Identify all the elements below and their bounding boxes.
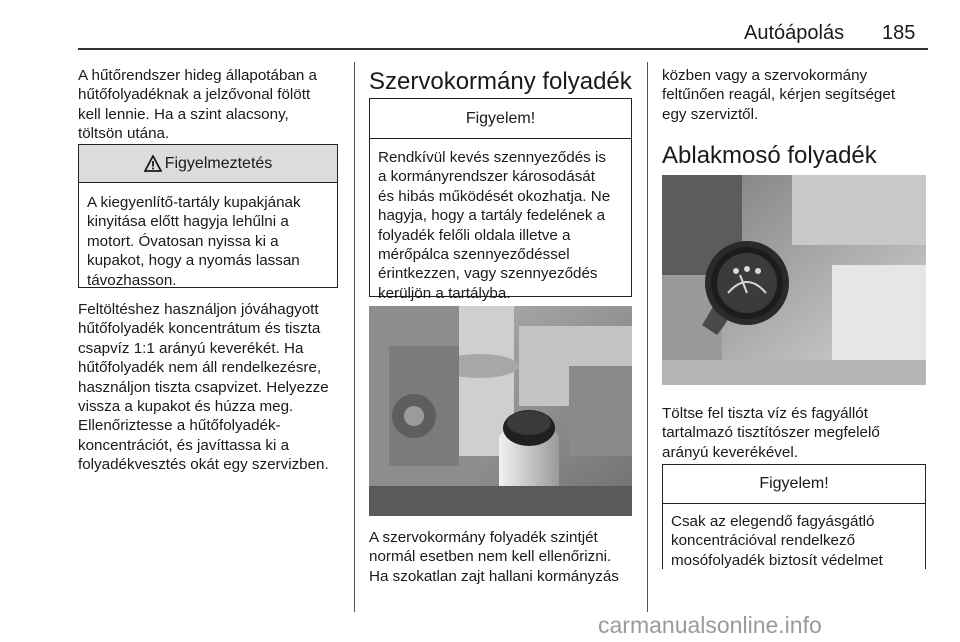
text-line: csapvíz 1:1 arányú keverékét. Ha: [78, 339, 304, 357]
text-line: távozhasson.: [87, 271, 177, 289]
steering-fluid-reservoir-photo: [369, 306, 632, 516]
text-line: folyadék felőli oldala illetve a: [378, 226, 571, 244]
text-line: kell lennie. Ha a szint alacsony,: [78, 105, 289, 123]
text-line: érintkezzen, vagy szennyeződés: [378, 265, 598, 283]
notice-title: Figyelem!: [759, 475, 829, 492]
text-line: hűtőfolyadék nem áll rendelkezésre,: [78, 359, 322, 377]
text-line: tartalmazó tisztítószer megfelelő: [662, 424, 880, 442]
steering-caption-text: [369, 528, 644, 586]
text-line: feltűnően reagál, kérjen segítséget: [662, 86, 896, 104]
header-rule: [78, 48, 928, 50]
section-title: Autóápolás: [744, 22, 845, 44]
text-line: motort. Óvatosan nyissa ki a: [87, 232, 279, 250]
text-line: Csak az elegendő fagyásgátló: [671, 513, 875, 530]
text-line: arányú keverékével.: [662, 443, 798, 461]
watermark-text: carmanualsonline.info: [598, 612, 822, 638]
text-line: folyadékvesztés okát egy szervizben.: [78, 456, 329, 474]
text-line: Ellenőriztesse a hűtőfolyadék-: [78, 417, 281, 435]
text-line: egy szerviztől.: [662, 105, 759, 123]
warning-box: [78, 144, 338, 288]
text-line: normál esetben nem kell ellenőrizni.: [369, 548, 612, 566]
notice-title: Figyelem!: [465, 109, 536, 127]
text-line: töltsön utána.: [78, 125, 170, 143]
text-line: kinyitása előtt hagyja lehűlni a: [87, 213, 289, 231]
text-line: mérőpálca szennyeződéssel: [378, 246, 570, 264]
washer-body-text: [662, 404, 930, 462]
page-number: 185: [882, 22, 916, 44]
text-line: vissza a kupakot és húzza meg.: [78, 398, 294, 416]
notice-box-header: [370, 99, 631, 139]
warning-triangle-icon: [144, 155, 162, 172]
text-line: a kormányrendszer károsodását: [378, 168, 595, 186]
text-line: koncentrációt, és javíttassa ki a: [78, 436, 290, 454]
text-line: kupakot, hogy a nyomás lassan: [87, 252, 300, 270]
text-line: Feltöltéshez használjon jóváhagyott: [78, 301, 319, 318]
power-steering-heading: Szervokormány folyadék: [369, 68, 632, 95]
warning-title: Figyelmeztetés: [164, 154, 273, 172]
text-line: Rendkívül kevés szennyeződés is: [378, 149, 606, 166]
column-divider-2: [647, 62, 648, 612]
text-line: és hibás működését okozhatja. Ne: [378, 187, 611, 205]
notice-body: [663, 504, 925, 570]
notice-box-steering: [369, 98, 632, 302]
text-line: Ha szokatlan zajt hallani kormányzás: [369, 567, 619, 585]
column-divider-1: [354, 62, 355, 612]
text-line: hűtőfolyadék koncentrátum és tiszta: [78, 320, 321, 338]
coolant-intro-text: [78, 66, 348, 144]
text-line: koncentrációval rendelkező: [671, 532, 856, 550]
text-line: kerüljön a tartályba.: [378, 284, 511, 302]
notice-box-washer: [662, 464, 926, 569]
warning-body: [79, 183, 337, 290]
notice-body: [370, 139, 631, 303]
text-line: hűtőfolyadéknak a jelzővonal fölött: [78, 86, 311, 104]
text-line: közben vagy a szervokormány: [662, 67, 868, 84]
warning-box-header: [79, 145, 337, 183]
notice-box-header: [663, 465, 925, 504]
text-line: hagyja, hogy a tartály fedelének a: [378, 207, 606, 225]
washer-fluid-reservoir-photo: [662, 175, 926, 385]
text-line: mosófolyadék biztosít védelmet: [671, 551, 883, 569]
washer-fluid-heading: Ablakmosó folyadék: [662, 142, 877, 169]
coolant-body-text: [78, 300, 353, 475]
text-line: A szervokormány folyadék szintjét: [369, 529, 598, 546]
text-line: A hűtőrendszer hideg állapotában a: [78, 67, 317, 84]
steering-continued-text: [662, 66, 930, 124]
text-line: A kiegyenlítő-tartály kupakjának: [87, 194, 301, 211]
text-line: Töltse fel tiszta víz és fagyállót: [662, 405, 868, 422]
text-line: használjon tiszta csapvizet. Helyezze: [78, 378, 329, 396]
